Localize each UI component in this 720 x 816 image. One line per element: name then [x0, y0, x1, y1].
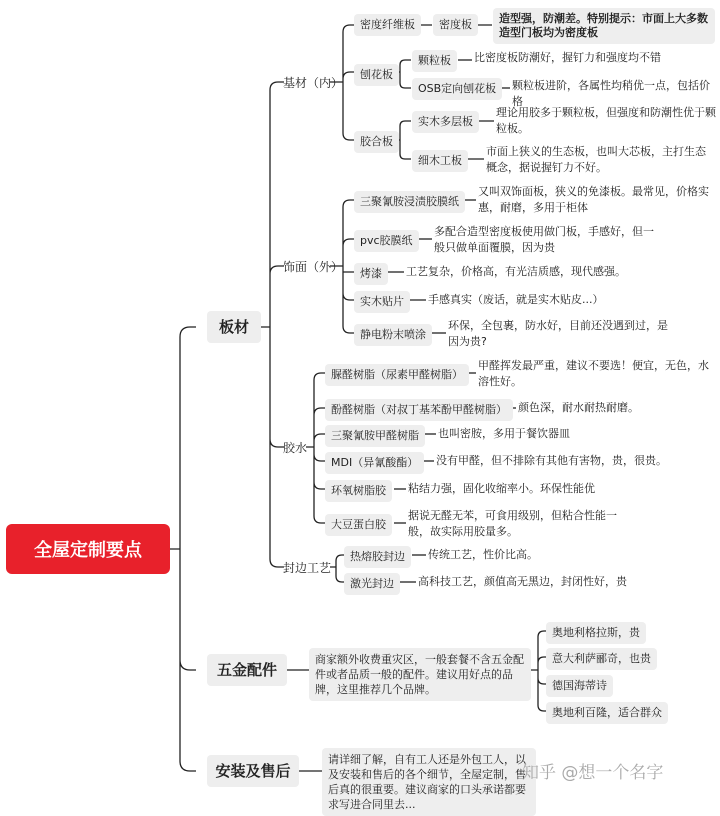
- node-edge-hotmelt: 热熔胶封边: [344, 546, 411, 568]
- brand-salice: 意大利萨郦奇，也贵: [546, 648, 657, 670]
- desc-finish-powder: 环保，全包裹，防水好，目前还没遇到过，是因为贵?: [448, 319, 668, 348]
- desc-finish-melamine: 又叫双饰面板，狭义的免漆板。最常见，价格实惠，耐磨，多用于柜体: [478, 185, 709, 214]
- desc-multilayer: 理论用胶多于颗粒板，但强度和防潮性优于颗粒板。: [496, 106, 716, 135]
- desc-osb: 颗粒板进阶，各属性均稍优一点，包括价格: [512, 79, 710, 108]
- node-glue-epoxy: 环氧树脂胶: [325, 480, 392, 502]
- section-install: 安装及售后: [207, 755, 299, 787]
- desc-glue-soy: 据说无醛无苯，可食用级别，但粘合性能一般，故实际用胶量多。: [408, 509, 617, 538]
- desc-blockboard: 市面上狭义的生态板，也叫大芯板，主打生态概念，据说握钉力不好。: [486, 145, 706, 174]
- node-blockboard: 细木工板: [412, 150, 468, 172]
- desc-finish-paint: 工艺复杂，价格高，有光洁质感，现代感强。: [406, 265, 626, 278]
- node-granule: 颗粒板: [412, 50, 457, 72]
- desc-glue-melamine: 也叫密胺，多用于餐饮器皿: [438, 427, 570, 440]
- desc-mdf: 造型强，防潮差。特别提示：市面上大多数造型门板均为密度板: [493, 8, 715, 44]
- section-hardware: 五金配件: [207, 654, 287, 686]
- node-mdf-child: 密度板: [433, 14, 478, 36]
- category-glue: 胶水: [283, 441, 308, 455]
- node-multilayer: 实木多层板: [412, 111, 479, 133]
- desc-glue-mdi: 没有甲醛，但不排除有其他有害物，贵，很贵。: [436, 454, 667, 467]
- node-plywood: 胶合板: [354, 131, 399, 153]
- brand-hettich: 德国海蒂诗: [546, 675, 613, 697]
- connector-board: [261, 82, 284, 567]
- desc-install: 请详细了解，自有工人还是外包工人，以及安装和售后的各个细节，全屋定制，售后真的很重要。建议商家的口头承诺都要求写进合同里去...: [322, 748, 536, 816]
- category-base: 基材（内）: [283, 76, 344, 90]
- node-glue-phenolic: 酚醛树脂（对叔丁基苯酚甲醛树脂）: [325, 399, 513, 421]
- desc-finish-pvc: 多配合造型密度板使用做门板，手感好，但一般只做单面覆膜，因为贵: [434, 225, 654, 254]
- watermark: 知乎 @想一个名字: [522, 763, 664, 783]
- node-particle: 刨花板: [354, 64, 399, 86]
- node-glue-urea: 脲醛树脂（尿素甲醛树脂）: [325, 364, 469, 386]
- brand-grass: 奥地利格拉斯，贵: [546, 622, 646, 644]
- desc-edge-hotmelt: 传统工艺，性价比高。: [428, 548, 538, 561]
- desc-finish-veneer: 手感真实（废话，就是实木贴皮...）: [428, 293, 604, 306]
- node-finish-powder: 静电粉末喷涂: [354, 324, 432, 346]
- desc-glue-phenolic: 颜色深，耐水耐热耐磨。: [518, 401, 639, 414]
- node-osb: OSB定向刨花板: [412, 78, 502, 100]
- category-finish: 饰面（外）: [283, 260, 344, 274]
- desc-glue-urea: 甲醛挥发最严重，建议不要选！便宜，无色，水溶性好。: [478, 359, 709, 388]
- desc-hardware: 商家额外收费重灾区，一般套餐不含五金配件或者品质一般的配件。建议用好点的品牌，这里推荐几个品牌。: [309, 648, 531, 701]
- desc-granule: 比密度板防潮好，握钉力和强度均不错: [474, 51, 661, 64]
- node-edge-laser: 激光封边: [344, 573, 400, 595]
- connector-root: [170, 327, 196, 771]
- section-board: 板材: [207, 311, 261, 343]
- brand-blum: 奥地利百隆，适合群众: [546, 702, 668, 724]
- node-glue-melamine: 三聚氰胺甲醛树脂: [325, 425, 425, 447]
- desc-edge-laser: 高科技工艺，颜值高无黑边，封闭性好，贵: [418, 575, 627, 588]
- node-mdf: 密度纤维板: [354, 14, 421, 36]
- category-edge: 封边工艺: [283, 561, 332, 575]
- root-node: 全屋定制要点: [6, 524, 170, 574]
- node-finish-pvc: pvc胶膜纸: [354, 230, 419, 252]
- node-finish-melamine: 三聚氰胺浸渍胶膜纸: [354, 191, 465, 213]
- node-glue-mdi: MDI（异氰酸酯）: [325, 452, 424, 474]
- node-finish-paint: 烤漆: [354, 263, 388, 285]
- node-glue-soy: 大豆蛋白胶: [325, 514, 392, 536]
- desc-glue-epoxy: 粘结力强，固化收缩率小。环保性能优: [408, 482, 595, 495]
- node-finish-veneer: 实木贴片: [354, 291, 410, 313]
